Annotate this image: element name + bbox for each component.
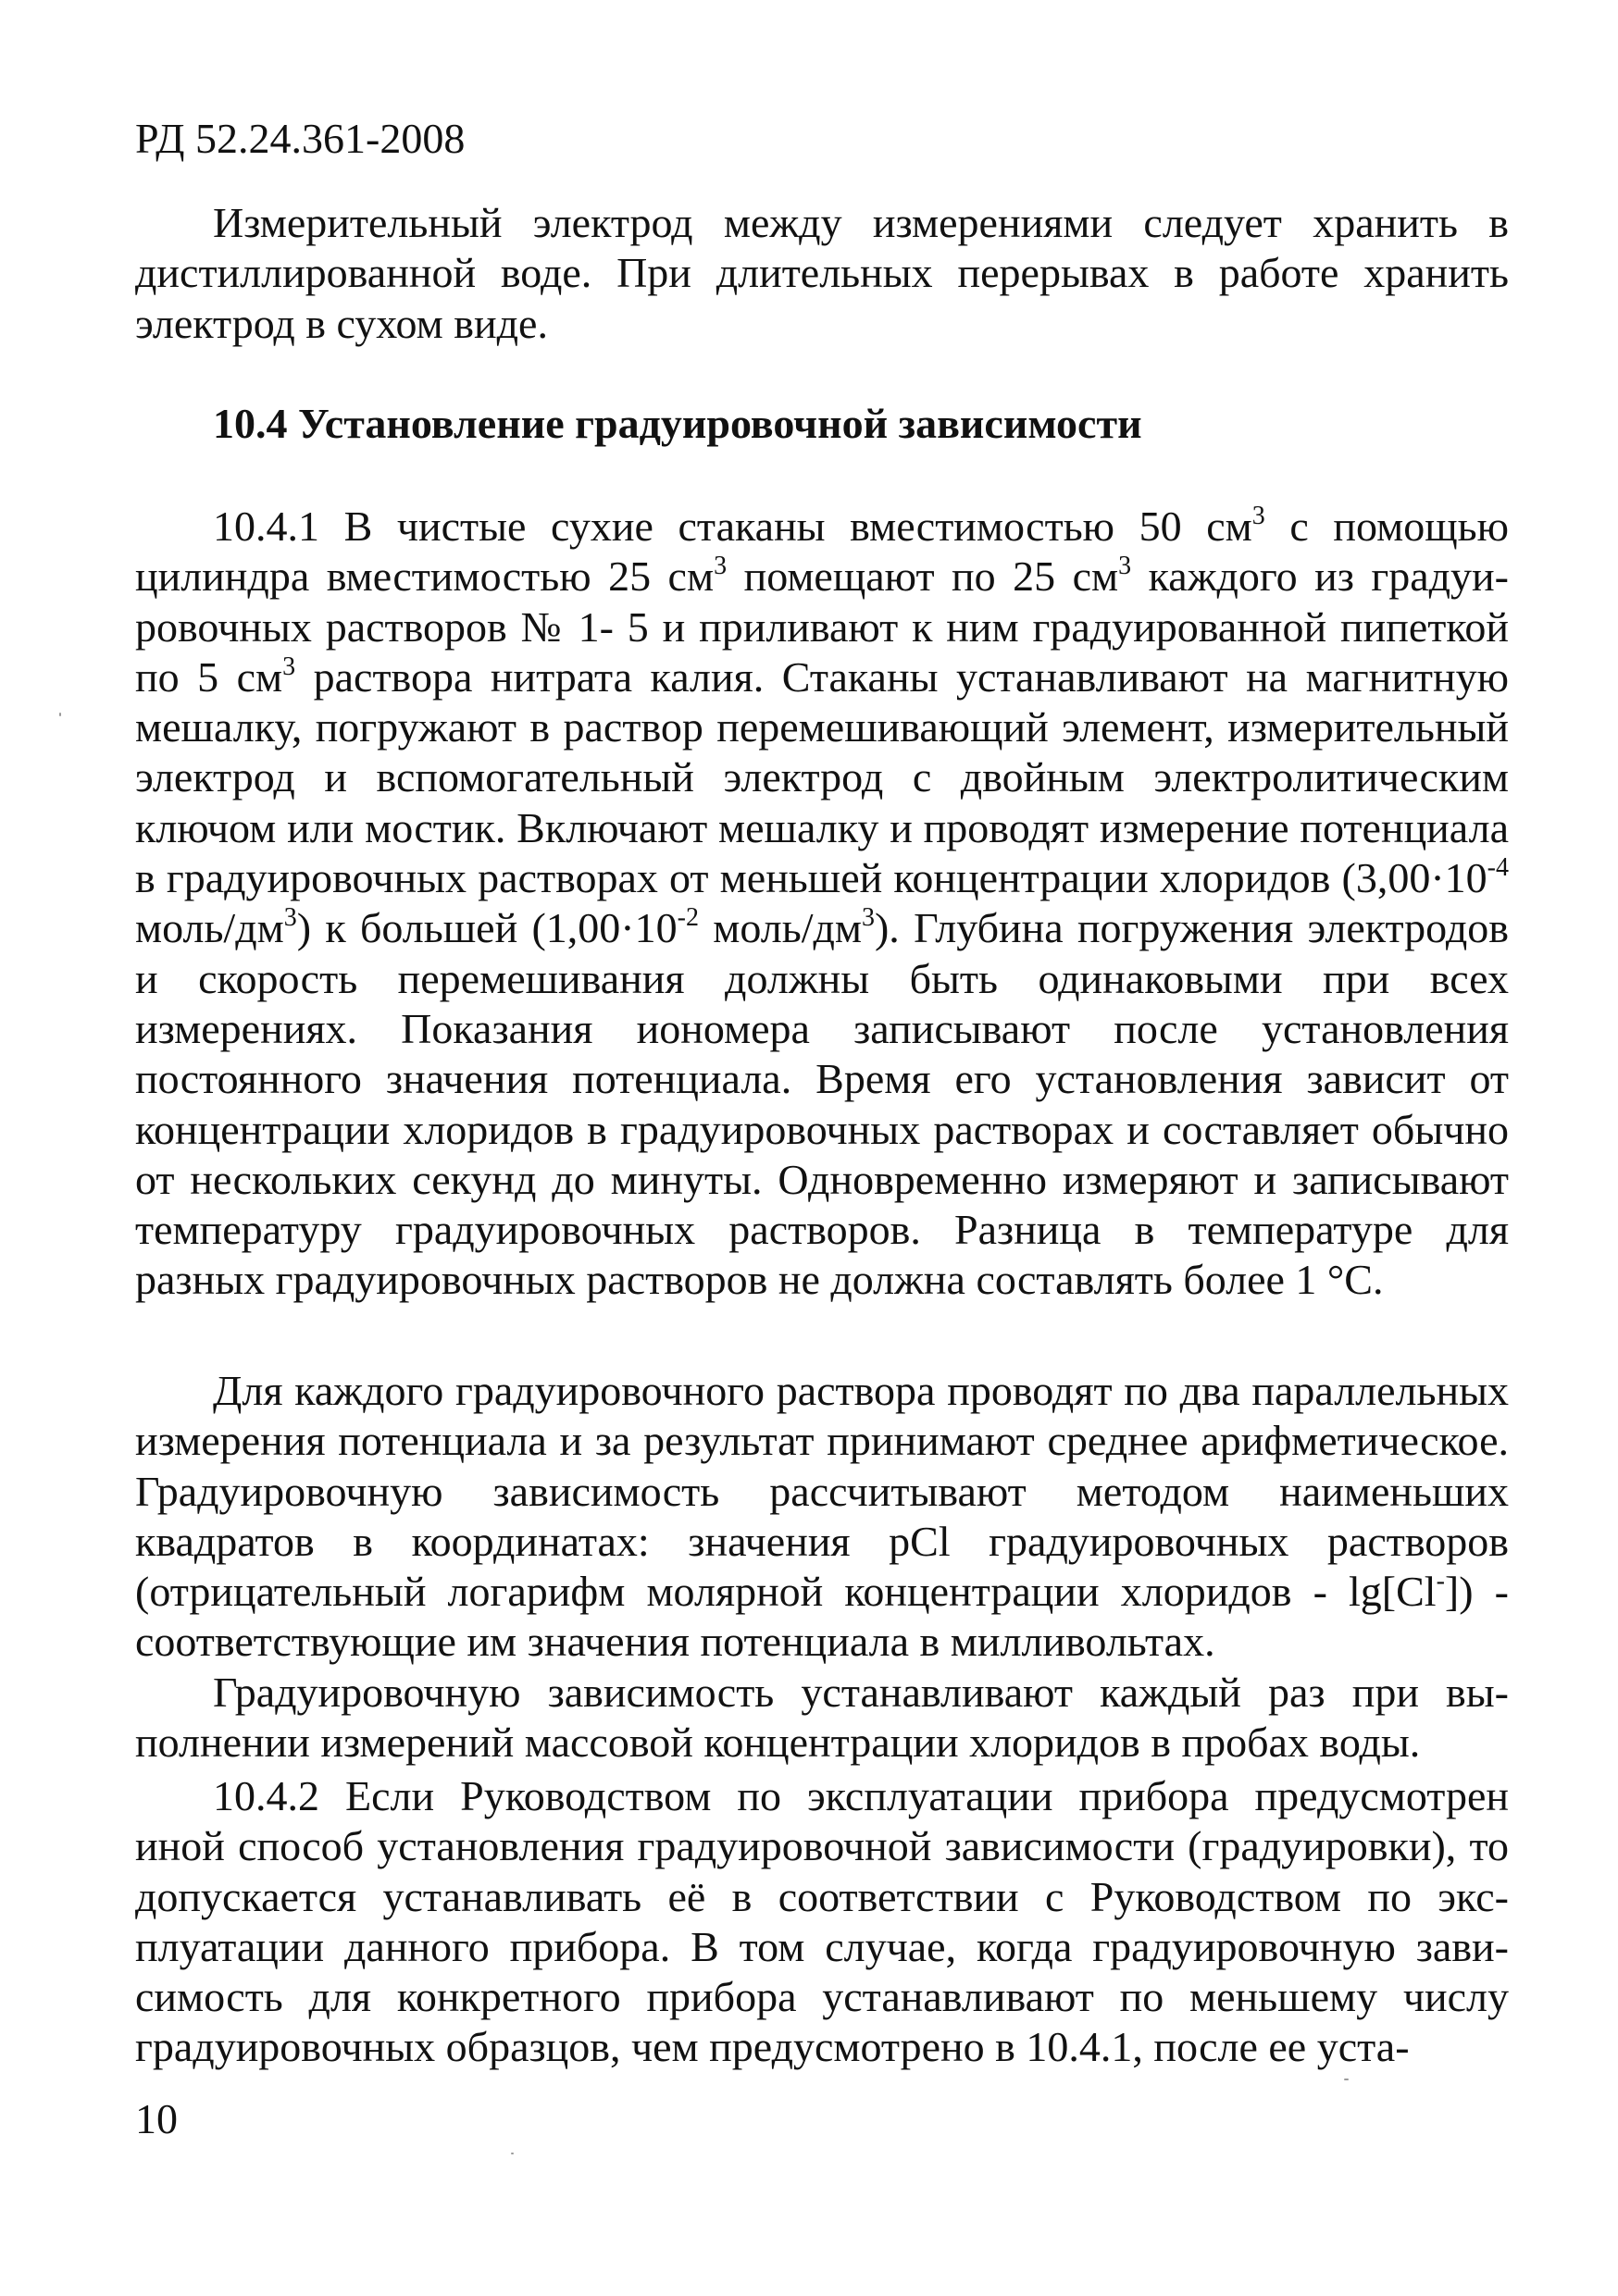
text-run: ]) - соответствующие им значения потенциала в милливольтах. — [135, 1568, 1509, 1666]
text-run: 10.4.1 В чистые сухие стаканы вместимостью 50 см — [213, 503, 1252, 550]
text-run: моль/дм — [135, 904, 284, 952]
paragraph-10-4-2-text: 10.4.2 Если Руководством по эксплуатации прибора предусмотрен иной способ установления градуировочной зависимости (градуировки), то допускается устанавливать её в соответствии с Руководством по эксплуатации данного прибора. В том случае, когда градуировочную зависимость для конкретного прибора устанавливают по меньшему числу градуировочных образцов, чем предусмотрено в 10.4.1, после ее уста- — [135, 1772, 1509, 2071]
superscript: 3 — [714, 552, 728, 581]
paragraph-10-4-1 — [135, 502, 1509, 1306]
paragraph-parallel-measurements — [135, 1366, 1509, 1668]
superscript: 3 — [1118, 552, 1132, 581]
text-run: помещают по 25 см — [727, 552, 1119, 601]
superscript: - — [1436, 1567, 1445, 1596]
scan-speck — [59, 713, 61, 716]
document-code: РД 52.24.361-2008 — [135, 115, 466, 162]
text-run: моль/дм — [698, 904, 862, 952]
superscript: 3 — [1251, 502, 1265, 530]
text-run: каждого из градуировочных растворов № 1- 5 и приливают к ним градуированной пипеткой по 5 см — [135, 552, 1509, 701]
superscript: 3 — [861, 903, 875, 933]
paragraph-10-4-2 — [135, 1771, 1509, 2073]
superscript: -4 — [1487, 853, 1509, 883]
paragraph-10-4-1-text — [135, 502, 1509, 1306]
text-run: с помощью цилиндра вместимостью 25 см — [135, 503, 1509, 601]
intro-block — [135, 198, 1509, 349]
scan-speck — [511, 2153, 514, 2154]
superscript: 3 — [283, 903, 297, 933]
page-number: 10 — [135, 2095, 178, 2142]
superscript: -2 — [677, 903, 699, 933]
superscript: 3 — [282, 652, 296, 681]
text-run: ) к большей (1,00·10 — [296, 904, 678, 952]
paragraph-each-time: Градуировочную зависимость устанавливают каждый раз при выполнении измерений массовой концентрации хлоридов в пробах воды. — [135, 1668, 1509, 1767]
intro-paragraph: Измерительный электрод между измерениями следует хранить в дистиллированной воде. При длительных перерывах в работе хранить электрод в сухом виде. — [135, 199, 1509, 347]
text-run: ). Глубина погружения электродов и скорость перемешивания должны быть одинаковыми при всех измерениях. Показания иономера записывают после установления постоянного значения потенциала. Время его установления зависит от концентрации хлоридов в градуировочных растворах и составляет обычно от нескольких секунд до минуты. Одновременно измеряют и записывают температуру градуировочных растворов. Разница в температуре для разных градуировочных растворов не должна составлять более 1 °С. — [135, 904, 1509, 1304]
paragraph-group-calibration — [135, 1366, 1509, 1768]
scan-speck — [1344, 2079, 1349, 2080]
section-heading: 10.4 Установление градуировочной зависимости — [213, 400, 1142, 447]
text-run: раствора нитрата калия. Стаканы устанавливают на магнитную мешалку, погружают в раствор перемешивающий элемент, измерительный электрод и вспомогательный электрод с двойным электролитическим ключом или мостик. Включают мешалку и проводят измерение потенциала в градуировочных растворах от меньшей концентрации хлоридов (3,00·10 — [135, 652, 1509, 902]
text-run: Для каждого градуировочного раствора проводят по два параллельных измерения потенциала и за результат принимают среднее арифметическое. Градуировочную зависимость рассчитывают методом наименьших квадратов в координатах: значения pCl градуировочных растворов (отрицательный логарифм молярной концентрации хлоридов - lg[Cl — [135, 1367, 1509, 1616]
